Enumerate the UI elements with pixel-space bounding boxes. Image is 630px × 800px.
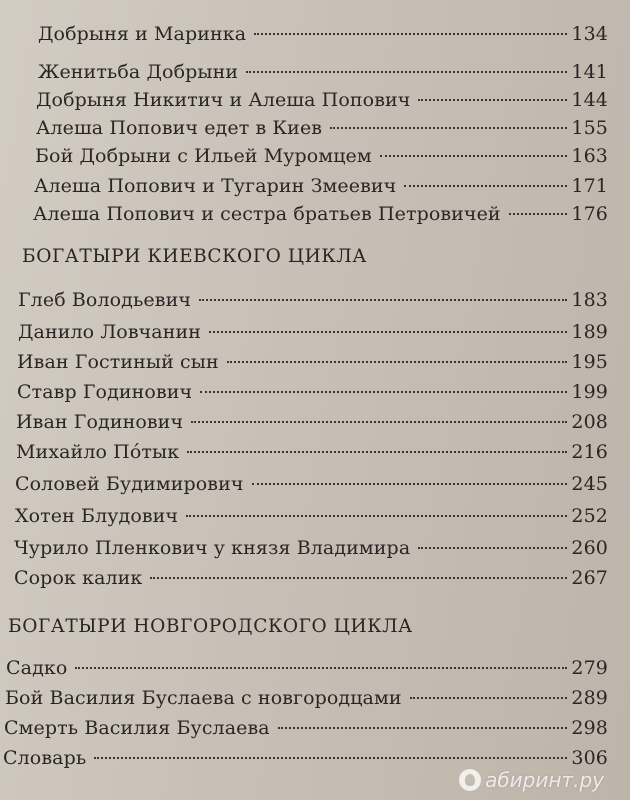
toc-entry-page: 155 — [571, 117, 608, 139]
toc-entry — [14, 536, 608, 560]
toc-entry-page: 144 — [571, 89, 608, 111]
toc-entry-title: Алеша Попович едет в Киев — [36, 117, 323, 139]
toc-entry-title: Женитьба Добрыни — [38, 61, 239, 83]
dot-leader — [187, 451, 567, 453]
toc-entry — [36, 88, 608, 112]
dot-leader — [410, 697, 568, 699]
dot-leader — [200, 391, 567, 393]
toc-entry-title: Глеб Володьевич — [18, 289, 191, 311]
dot-leader — [330, 127, 567, 129]
toc-entry-page: 252 — [571, 505, 608, 527]
toc-entry-title: Садко — [6, 657, 68, 679]
dot-leader — [75, 667, 567, 669]
dot-leader — [509, 213, 568, 215]
dot-leader — [94, 757, 567, 759]
toc-entry — [6, 656, 608, 680]
toc-entry — [18, 320, 608, 344]
toc-entry — [3, 746, 608, 770]
toc-entry-title: Смерть Василия Буслаева — [4, 717, 270, 739]
toc-entry — [5, 686, 608, 710]
toc-entry-page: 195 — [571, 351, 608, 373]
toc-entry — [14, 566, 608, 590]
toc-entry-title: Чурило Пленкович у князя Владимира — [14, 537, 411, 559]
toc-entry — [15, 504, 608, 528]
toc-entry-page: 171 — [571, 175, 608, 197]
toc-entry-page: 298 — [571, 717, 608, 739]
toc-entry — [38, 60, 608, 84]
watermark-text: абиринт.ру — [485, 768, 604, 792]
section-heading: БОГАТЫРИ НОВГОРОДСКОГО ЦИКЛА — [8, 616, 413, 637]
toc-entry-title: Алеша Попович и сестра братьев Петровичей — [33, 203, 501, 225]
toc-entry-page: 279 — [571, 657, 608, 679]
toc-entry-title: Михайло Пóтык — [16, 441, 180, 463]
toc-entry — [38, 22, 608, 46]
toc-entry — [34, 174, 608, 198]
toc-entry-title: Словарь — [3, 747, 87, 769]
toc-entry-page: 267 — [571, 567, 608, 589]
toc-entry-page: 163 — [571, 145, 608, 167]
dot-leader — [186, 515, 567, 517]
toc-entry-title: Сорок калик — [14, 567, 143, 589]
dot-leader — [191, 421, 567, 423]
toc-entry-page: 176 — [571, 203, 608, 225]
toc-entry — [35, 144, 608, 168]
section-heading: БОГАТЫРИ КИЕВСКОГО ЦИКЛА — [22, 246, 367, 267]
toc-entry — [4, 716, 608, 740]
dot-leader — [278, 727, 568, 729]
toc-entry-title: Бой Василия Буслаева с новгородцами — [5, 687, 402, 709]
labirint-logo-icon — [459, 769, 481, 791]
dot-leader — [227, 361, 568, 363]
toc-entry — [17, 350, 608, 374]
dot-leader — [418, 99, 567, 101]
dot-leader — [150, 577, 567, 579]
toc-entry-title: Добрыня и Маринка — [38, 23, 247, 45]
dot-leader — [418, 547, 567, 549]
toc-entry — [33, 202, 608, 226]
toc-entry-page: 189 — [571, 321, 608, 343]
dot-leader — [254, 33, 567, 35]
toc-entry — [15, 472, 608, 496]
toc-entry — [36, 116, 608, 140]
toc-entry-title: Ставр Годинович — [17, 381, 193, 403]
toc-entry — [17, 380, 608, 404]
dot-leader — [252, 483, 568, 485]
toc-entry-title: Иван Гостиный сын — [17, 351, 219, 373]
toc-entry-title: Иван Годинович — [16, 411, 184, 433]
dot-leader — [209, 331, 567, 333]
toc-entry-title: Данило Ловчанин — [18, 321, 202, 343]
toc-entry-page: 260 — [571, 537, 608, 559]
dot-leader — [199, 299, 567, 301]
toc-entry-title: Добрыня Никитич и Алеша Попович — [36, 89, 411, 111]
toc-entry-page: 183 — [571, 289, 608, 311]
toc-entry-title: Бой Добрыни с Ильей Муромцем — [35, 145, 372, 167]
dot-leader — [246, 71, 567, 73]
toc-entry-title: Соловей Будимирович — [15, 473, 244, 495]
toc-entry-page: 208 — [571, 411, 608, 433]
toc-entry-page: 199 — [571, 381, 608, 403]
toc-entry — [18, 288, 608, 312]
toc-entry — [16, 410, 608, 434]
toc-entry-title: Алеша Попович и Тугарин Змеевич — [34, 175, 397, 197]
dot-leader — [380, 155, 568, 157]
toc-entry-page: 141 — [571, 61, 608, 83]
toc-entry-page: 306 — [571, 747, 608, 769]
labirint-watermark — [459, 768, 604, 792]
toc-entry-page: 134 — [571, 23, 608, 45]
toc-entry-title: Хотен Блудович — [15, 505, 179, 527]
toc-entry-page: 245 — [571, 473, 608, 495]
dot-leader — [404, 185, 567, 187]
toc-entry-page: 289 — [571, 687, 608, 709]
toc-entry — [16, 440, 608, 464]
toc-entry-page: 216 — [571, 441, 608, 463]
